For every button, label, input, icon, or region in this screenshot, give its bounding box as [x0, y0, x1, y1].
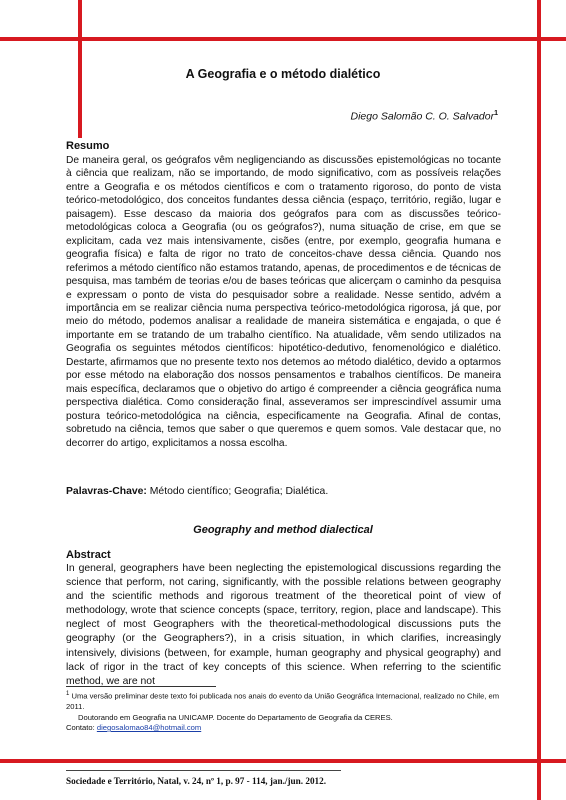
footnote-contact: [66, 723, 501, 734]
footnote-2: Doutorando em Geografia na UNICAMP. Docente do Departamento de Geografia da CERES.: [78, 712, 393, 722]
footer-rule: [66, 770, 341, 771]
footnotes: [66, 689, 501, 734]
resumo-heading: Resumo: [66, 140, 110, 152]
crop-mark-top: [0, 37, 566, 41]
footnote-1-text: Uma versão preliminar deste texto foi publicada nos anais do evento da União Geográfica Internacional, realizado no Chile, em 2011.: [66, 691, 500, 712]
author-name: Diego Salomão C. O. Salvador: [350, 110, 495, 123]
article-title: A Geografia e o método dialético: [185, 67, 381, 81]
footnote-separator: [66, 686, 216, 687]
abstract-body: In general, geographers have been neglecting the epistemological discussions regarding the science that perform, not caring, significantly, with the possible relations between geography and the scientific methods and rigorous treatment of the theoretical point of view of methodology, wrote that science concepts (space, territory, region, place and landscape). This neglect of most Geographers with the theoretical-methodological discussions puts the geography (or the Geographers?), in a crisis situation, in which clarifies, increasingly intensively, divisions (between, for example, human geography and physical geography) and lack of rigor in the tract of key concepts of this science. When referring to the scientific method, we are not: [66, 563, 501, 687]
english-title: Geography and method dialectical: [193, 524, 373, 536]
keywords-value: Método científico; Geografia; Dialética.: [149, 486, 329, 497]
author-line: [351, 110, 498, 123]
author-footnote-marker: 1: [494, 110, 498, 117]
footnote-1: [66, 689, 501, 713]
resumo-body: De maneira geral, os geógrafos vêm negligenciando as discussões epistemológicas no tocante à ciência que realizam, não se importando, de modo significativo, com as possíveis relações entre a Geografia e os métodos científicos e com o tratamento rigoroso, do ponto de vista teórico-metodológico, dos conceitos fundantes dessa ciência (espaço, território, região, lugar e paisagem). Esse descaso da maioria dos geógrafos para com as discussões teórico-metodológicas coloca a Geografia (ou os geógrafos?), numa situação de crise, em que se explicitam, cada vez mais intensivamente, cisões (entre, por exemplo, geografia humana e geografia física) e falta de rigor no trato de conceitos-chave dessa ciência. Quando nos referimos a método científico não estamos tratando, apenas, de procedimentos e de técnicas de pesquisa, mas também de teorias e/ou de bases teóricas que alicerçam o caminho da pesquisa e expressam o ponto de vista do pesquisador sobre a realidade. Nesse sentido, advém a importância em se realizar ciência numa perspectiva teórico-metodológica rigorosa, já que, por meio do método, podemos analisar a realidade de maneira sistemática e engajada, o que é importante em se tratando de um trabalho científico. Na atualidade, vêm sendo utilizados na Geografia os seguintes métodos científicos: hipotético-dedutivo, fenomenológico e dialético. Destarte, afirmamos que no presente texto nos detemos ao método dialético, devido a optarmos por esse método na elaboração dos nossos pensamentos e trabalhos científicos. De maneira mais específica, declaramos que o objetivo do artigo é compreender a ciência geográfica numa perspectiva dialética. Como consideração final, asseveramos ser imprescindível assumir uma postura teórico-metodológica na ciência, especificamente na Geografia. Afinal de contas, sobretudo na ciência, temos que saber o que queremos e quem somos. Vale destacar que, no decorrer do artigo, explicitamos a nossa escolha.: [66, 155, 501, 449]
journal-footer: Sociedade e Território, Natal, v. 24, nº 1, p. 97 - 114, jan./jun. 2012.: [66, 776, 327, 786]
abstract-heading: Abstract: [66, 549, 111, 561]
crop-mark-right: [537, 0, 541, 800]
keywords-line: [66, 486, 328, 497]
contact-label: Contato:: [66, 723, 95, 733]
footnote-1-marker: 1: [66, 691, 70, 697]
keywords-label: Palavras-Chave:: [66, 486, 147, 497]
email-link[interactable]: diegosalomao84@hotmail.com: [96, 723, 202, 733]
crop-mark-bottom: [0, 759, 566, 763]
